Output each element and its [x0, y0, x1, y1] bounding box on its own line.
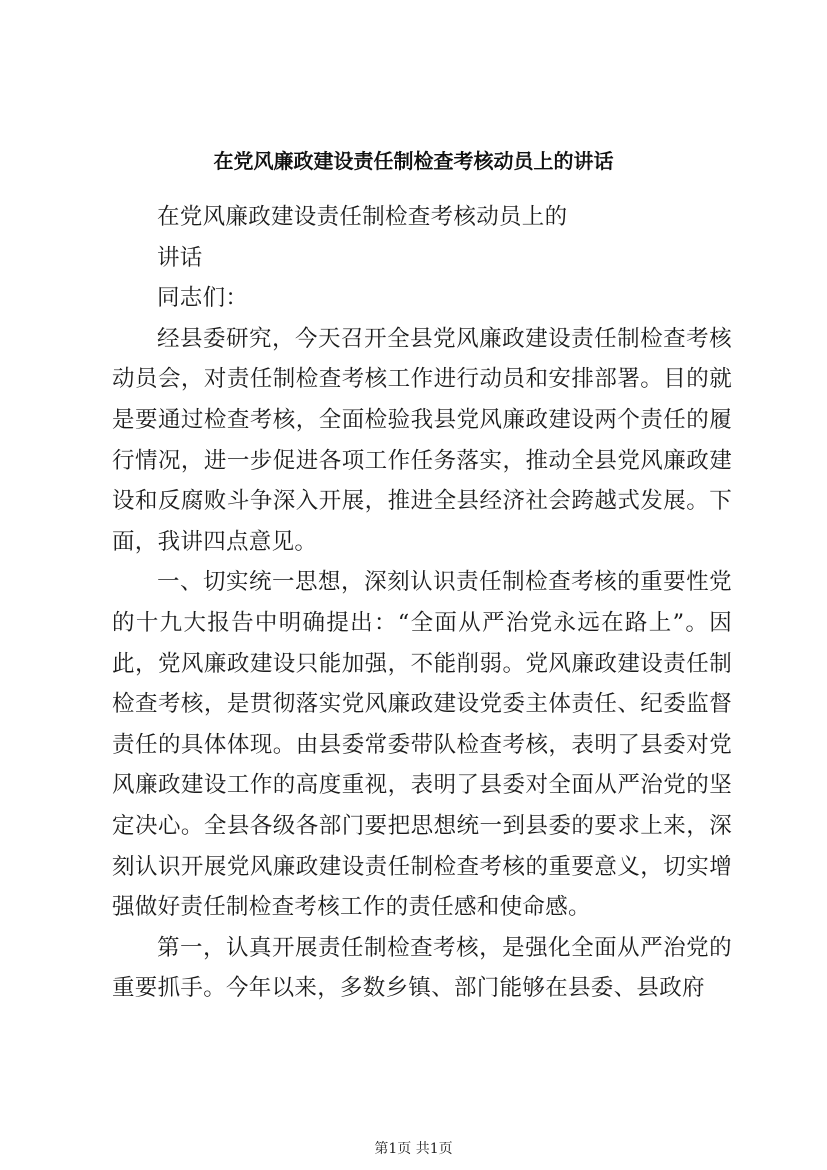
document-title: 在党风廉政建设责任制检查考核动员上的讲话 — [213, 149, 614, 173]
paragraph: 讲话 — [157, 244, 203, 271]
document-body — [112, 197, 732, 1009]
page-footer: 第1页 共1页 — [374, 1141, 453, 1157]
paragraph: 经县委研究，今天召开全县党风廉政建设责任制检查考核动员会，对责任制检查考核工作进行动员和安排部署。目的就是要通过检查考核，全面检验我县党风廉政建设两个责任的履行情况，进一步促进各项工作任务落实，推动全县党风廉政建设和反腐败斗争深入开展，推进全县经济社会跨越式发展。下面，我讲四点意见。 — [112, 325, 732, 555]
paragraph: 一、切实统一思想，深刻认识责任制检查考核的重要性党的十九大报告中明确提出：“全面从严治党永远在路上”。因此，党风廉政建设只能加强，不能削弱。党风廉政建设责任制检查考核，是贯彻落实党风廉政建设党委主体责任、纪委监督责任的具体体现。由县委常委带队检查考核，表明了县委对党风廉政建设工作的高度重视，表明了县委对全面从严治党的坚定决心。全县各级各部门要把思想统一到县委的要求上来，深刻认识开展党风廉政建设责任制检查考核的重要意义，切实增强做好责任制检查考核工作的责任感和使命感。 — [112, 569, 732, 921]
paragraph: 第一，认真开展责任制检查考核，是强化全面从严治党的重要抓手。今年以来，多数乡镇、部门能够在县委、县政府 — [112, 934, 732, 1002]
paragraph: 在党风廉政建设责任制检查考核动员上的 — [157, 204, 568, 230]
paragraph: 同志们： — [157, 285, 249, 312]
